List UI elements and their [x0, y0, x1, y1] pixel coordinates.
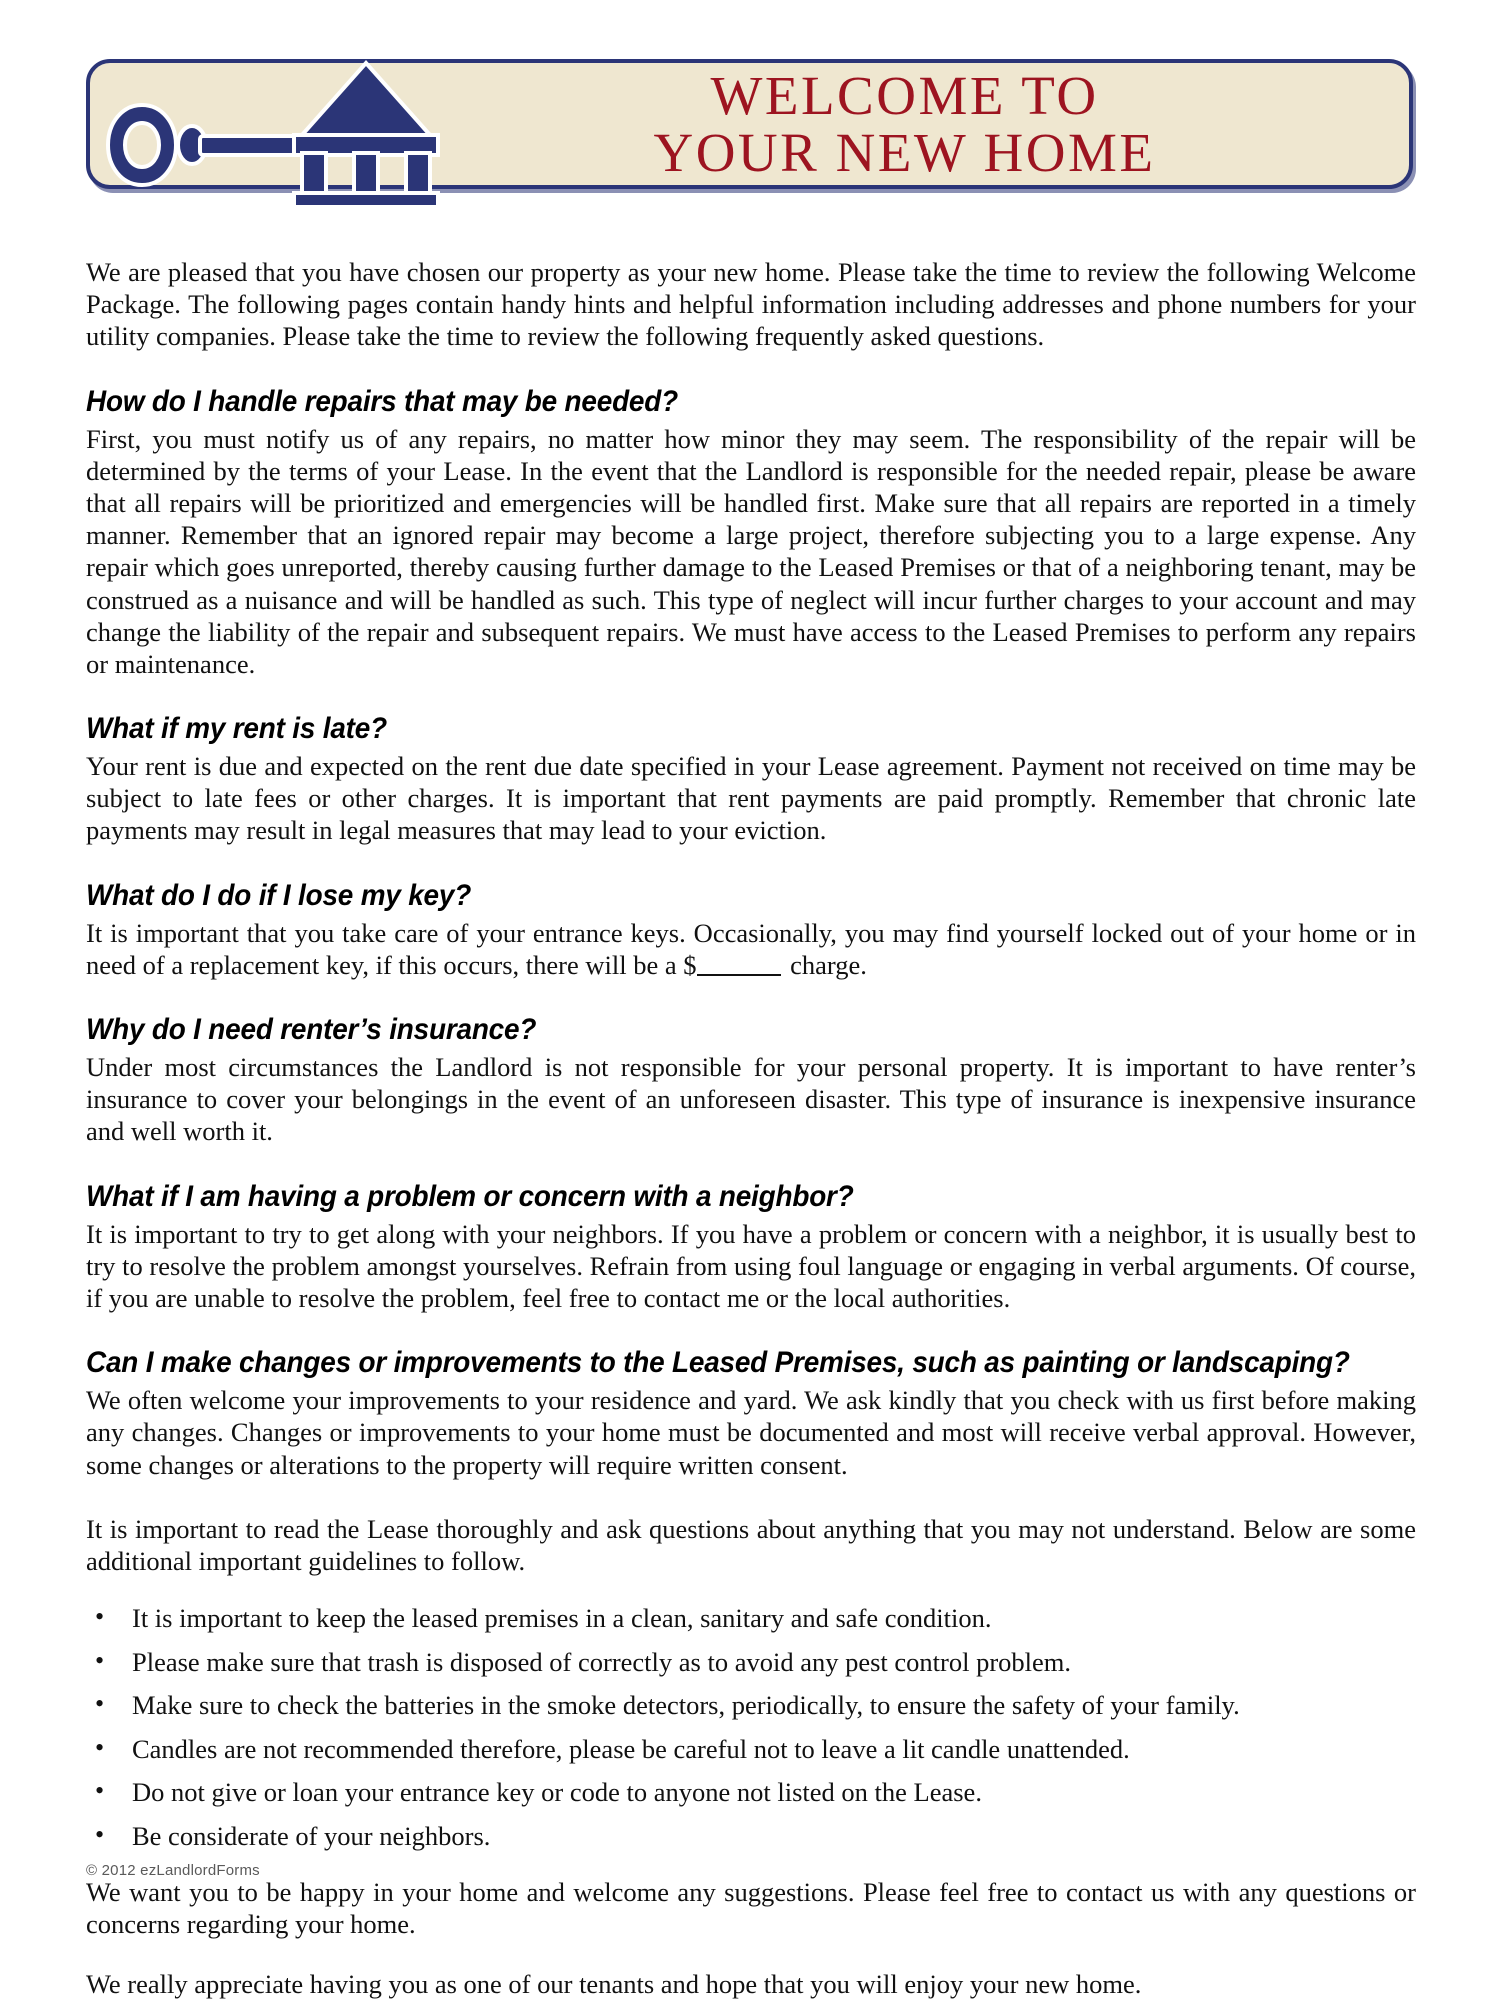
title-line-1: WELCOME TO	[710, 64, 1099, 126]
faq-body-lost-key	[86, 917, 1416, 981]
bullet-icon: •	[95, 1776, 105, 1806]
intro-paragraph: We are pleased that you have chosen our property as your new home. Please take the time to review the following Welcome Package. The following pages contain handy hints and helpful information including addresses and phone numbers for your utility companies. Please take the time to review the following frequently asked questions.	[86, 257, 1416, 352]
closing-paragraph-2: We really appreciate having you as one of our tenants and hope that you will enjoy your new home.	[86, 1969, 1142, 2000]
list-item	[86, 1819, 1416, 1867]
guideline-text: Make sure to check the batteries in the smoke detectors, periodically, to ensure the safety of your family.	[132, 1690, 1240, 1721]
faq-body-late-rent: Your rent is due and expected on the rent due date specified in your Lease agreement. Payment not received on time may be subject to late fees or other charges. It is important that rent payments are paid promptly. Remember that chronic late payments may result in legal measures that may lead to your eviction.	[86, 751, 1416, 846]
guideline-text: Do not give or loan your entrance key or code to anyone not listed on the Lease.	[132, 1777, 982, 1808]
title-line-2: YOUR NEW HOME	[653, 122, 1156, 183]
header-banner	[86, 59, 1413, 189]
faq-body-changes-improvements: We often welcome your improvements to your residence and yard. We ask kindly that you check with us first before making any changes. Changes or improvements to your home must be documented and most will receive verbal approval. However, some changes or alterations to the property will require written consent.	[86, 1385, 1416, 1480]
faq-heading-changes-improvements: Can I make changes or improvements to the Leased Premises, such as painting or landscaping?	[86, 1346, 1350, 1380]
faq-heading-repairs: How do I handle repairs that may be needed?	[86, 384, 678, 418]
guideline-text: It is important to keep the leased premises in a clean, sanitary and safe condition.	[132, 1603, 992, 1634]
list-item	[86, 1732, 1416, 1780]
bullet-icon: •	[95, 1819, 105, 1849]
bullet-icon: •	[95, 1689, 105, 1719]
guidelines-list	[86, 1602, 1416, 1866]
key-and-house-icon	[104, 41, 404, 207]
footer-copyright: © 2012 ezLandlordForms	[86, 1862, 260, 1879]
closing-paragraph-1: We want you to be happy in your home and welcome any suggestions. Please feel free to contact us with any questions or concerns regarding your home.	[86, 1877, 1416, 1940]
lost-key-text-before-blank: It is important that you take care of your entrance keys. Occasionally, you may find yourself locked out of your home or in need of a replacement key, if this occurs, there will be a $	[86, 917, 1416, 980]
faq-body-renters-insurance: Under most circumstances the Landlord is not responsible for your personal property. It is important to have renter’s insurance to cover your belongings in the event of an unforeseen disaster. This type of insurance is inexpensive insurance and well worth it.	[86, 1052, 1416, 1147]
page-title	[416, 59, 1393, 189]
bullet-icon: •	[95, 1602, 105, 1632]
lost-key-text-after-blank: charge.	[783, 949, 867, 980]
faq-heading-renters-insurance: Why do I need renter’s insurance?	[86, 1013, 537, 1046]
list-item	[86, 1689, 1416, 1736]
faq-body-neighbor-problem: It is important to try to get along with your neighbors. If you have a problem or concern with a neighbor, it is usually best to try to resolve the problem amongst yourselves. Refrain from using foul language or engaging in verbal arguments. Of course, if you are unable to resolve the problem, feel free to contact me or the local authorities.	[86, 1218, 1416, 1313]
key-charge-blank-field[interactable]	[697, 974, 781, 976]
bullet-icon: •	[95, 1645, 105, 1675]
bullet-icon: •	[95, 1732, 105, 1762]
faq-heading-late-rent: What if my rent is late?	[86, 712, 387, 746]
list-item	[86, 1602, 1416, 1649]
list-item	[86, 1645, 1416, 1693]
guideline-text: Be considerate of your neighbors.	[132, 1820, 491, 1851]
document-body	[86, 256, 1416, 2001]
faq-heading-neighbor-problem: What if I am having a problem or concern with a neighbor?	[86, 1179, 854, 1213]
closing-lead-in: It is important to read the Lease thoroughly and ask questions about anything that you may not understand. Below are some additional important guidelines to follow.	[86, 1513, 1416, 1576]
faq-heading-lost-key: What do I do if I lose my key?	[86, 878, 472, 912]
list-item	[86, 1776, 1416, 1823]
faq-body-repairs: First, you must notify us of any repairs, no matter how minor they may seem. The responsibility of the repair will be determined by the terms of your Lease. In the event that the Landlord is responsible for the needed repair, please be aware that all repairs will be prioritized and emergencies will be handled first. Make sure that all repairs are reported in a timely manner. Remember that an ignored repair may become a large project, therefore subjecting you to a large expense. Any repair which goes unreported, thereby causing further damage to the Leased Premises or that of a neighboring tenant, may be construed as a nuisance and will be handled as such. This type of neglect will incur further charges to your account and may change the liability of the repair and subsequent repairs. We must have access to the Leased Premises to perform any repairs or maintenance.	[86, 423, 1416, 679]
guideline-text: Please make sure that trash is disposed of correctly as to avoid any pest control problem.	[132, 1646, 1072, 1677]
guideline-text: Candles are not recommended therefore, please be careful not to leave a lit candle unattended.	[132, 1733, 1130, 1764]
